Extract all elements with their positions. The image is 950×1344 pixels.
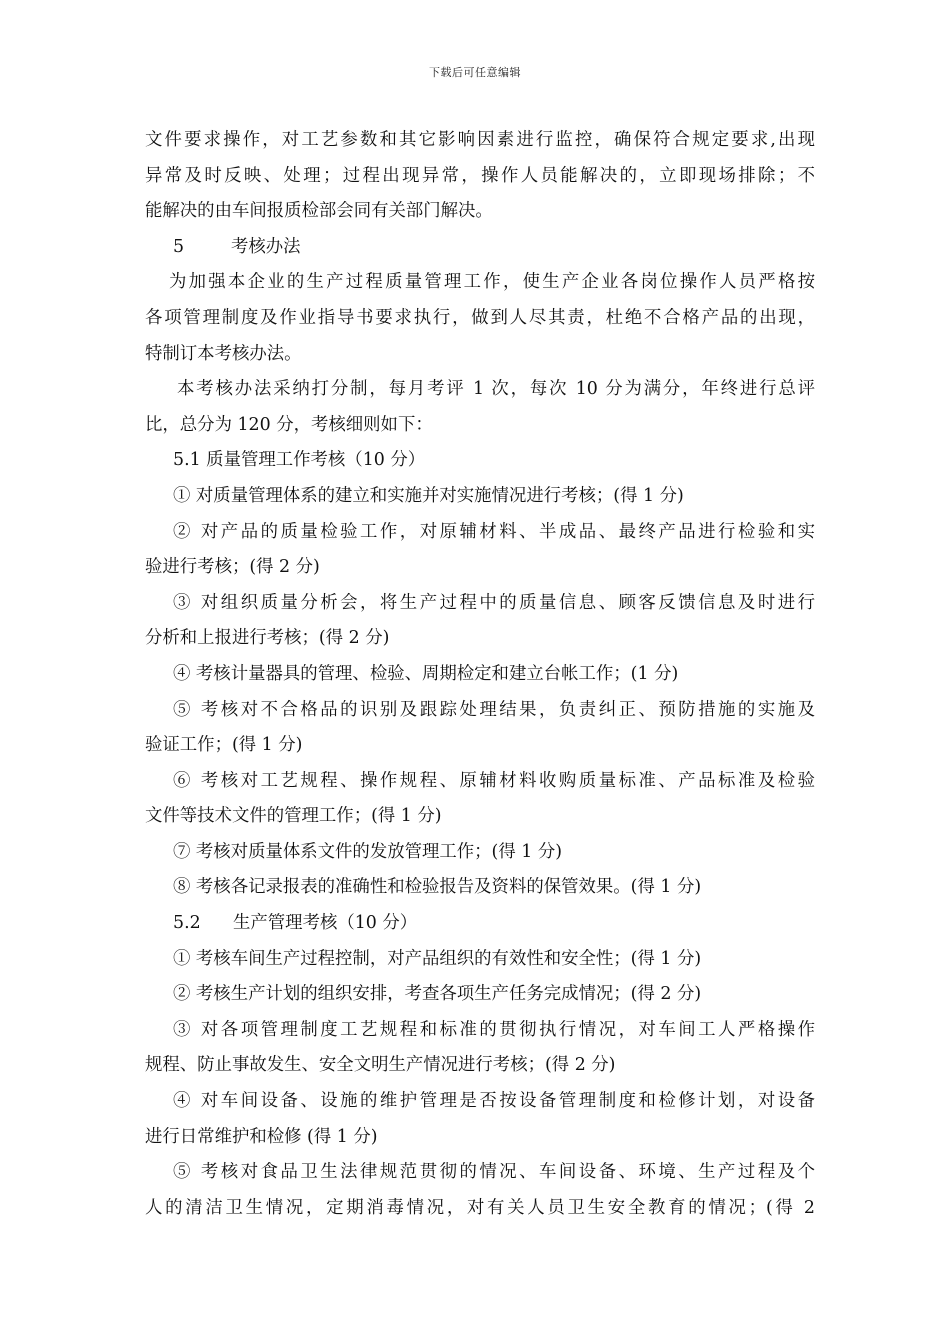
list-item: ⑤ 考核对不合格品的识别及跟踪处理结果，负责纠正、预防措施的实施及 <box>173 699 815 720</box>
section-title: 考核办法 <box>231 236 301 257</box>
list-item-continuation: 进行日常维护和检修 (得 1 分) <box>145 1126 378 1147</box>
list-item: ④ 对车间设备、设施的维护管理是否按设备管理制度和检修计划，对设备 <box>173 1091 815 1112</box>
list-item-continuation: 验证工作；(得 1 分) <box>145 735 303 756</box>
page-header: 下载后可任意编辑 <box>429 66 521 79</box>
list-item: ② 考核生产计划的组织安排，考查各项生产任务完成情况；(得 2 分) <box>173 984 702 1005</box>
list-item: ③ 对组织质量分析会，将生产过程中的质量信息、顾客反馈信息及时进行 <box>173 592 815 613</box>
list-item: ② 对产品的质量检验工作，对原辅材料、半成品、最终产品进行检验和实 <box>173 521 815 542</box>
paragraph-line: 特制订本考核办法。 <box>145 343 302 364</box>
section-number: 5 <box>173 236 185 257</box>
list-item-continuation: 验进行考核；(得 2 分) <box>145 557 320 578</box>
paragraph-line: 本考核办法采纳打分制，每月考评 1 次，每次 10 分为满分，年终进行总评 <box>177 379 815 400</box>
list-item: ① 考核车间生产过程控制，对产品组织的有效性和安全性；(得 1 分) <box>173 948 702 969</box>
paragraph-line: 文件要求操作，对工艺参数和其它影响因素进行监控，确保符合规定要求,出现 <box>145 130 815 150</box>
list-item: ① 对质量管理体系的建立和实施并对实施情况进行考核；(得 1 分) <box>173 485 684 506</box>
list-item: ⑥ 考核对工艺规程、操作规程、原辅材料收购质量标准、产品标准及检验 <box>173 770 815 791</box>
list-item-continuation: 分析和上报进行考核；(得 2 分) <box>145 628 390 649</box>
section-number: 5.2 <box>173 913 201 934</box>
list-item: ③ 对各项管理制度工艺规程和标准的贯彻执行情况，对车间工人严格操作 <box>173 1019 815 1040</box>
subsection-heading-5-2 <box>145 906 815 942</box>
list-item: ⑧ 考核各记录报表的准确性和检验报告及资料的保管效果。(得 1 分) <box>173 877 702 898</box>
paragraph-line: 能解决的由车间报质检部会同有关部门解决。 <box>145 201 493 222</box>
paragraph-line: 为加强本企业的生产过程质量管理工作，使生产企业各岗位操作人员严格按 <box>169 272 815 293</box>
list-item-continuation: 文件等技术文件的管理工作；(得 1 分) <box>145 806 442 827</box>
list-item: ④ 考核计量器具的管理、检验、周期检定和建立台帐工作；(1 分) <box>173 663 679 684</box>
list-item: ⑦ 考核对质量体系文件的发放管理工作；(得 1 分) <box>173 841 563 862</box>
paragraph-line: 各项管理制度及作业指导书要求执行，做到人尽其责，杜绝不合格产品的出现， <box>145 307 815 328</box>
paragraph-line: 异常及时反映、处理；过程出现异常，操作人员能解决的，立即现场排除；不 <box>145 165 815 186</box>
section-heading-5 <box>145 230 815 266</box>
paragraph-line: 比，总分为 120 分，考核细则如下： <box>145 414 433 435</box>
list-item-continuation: 规程、防止事故发生、安全文明生产情况进行考核；(得 2 分) <box>145 1055 616 1076</box>
document-body <box>145 123 815 1226</box>
subsection-heading-5-1: 5.1 质量管理工作考核（10 分） <box>173 450 426 471</box>
section-title: 生产管理考核（10 分） <box>233 913 418 934</box>
list-item-continuation: 人的清洁卫生情况，定期消毒情况，对有关人员卫生安全教育的情况；(得 2 <box>145 1197 815 1218</box>
list-item: ⑤ 考核对食品卫生法律规范贯彻的情况、车间设备、环境、生产过程及个 <box>173 1162 815 1183</box>
